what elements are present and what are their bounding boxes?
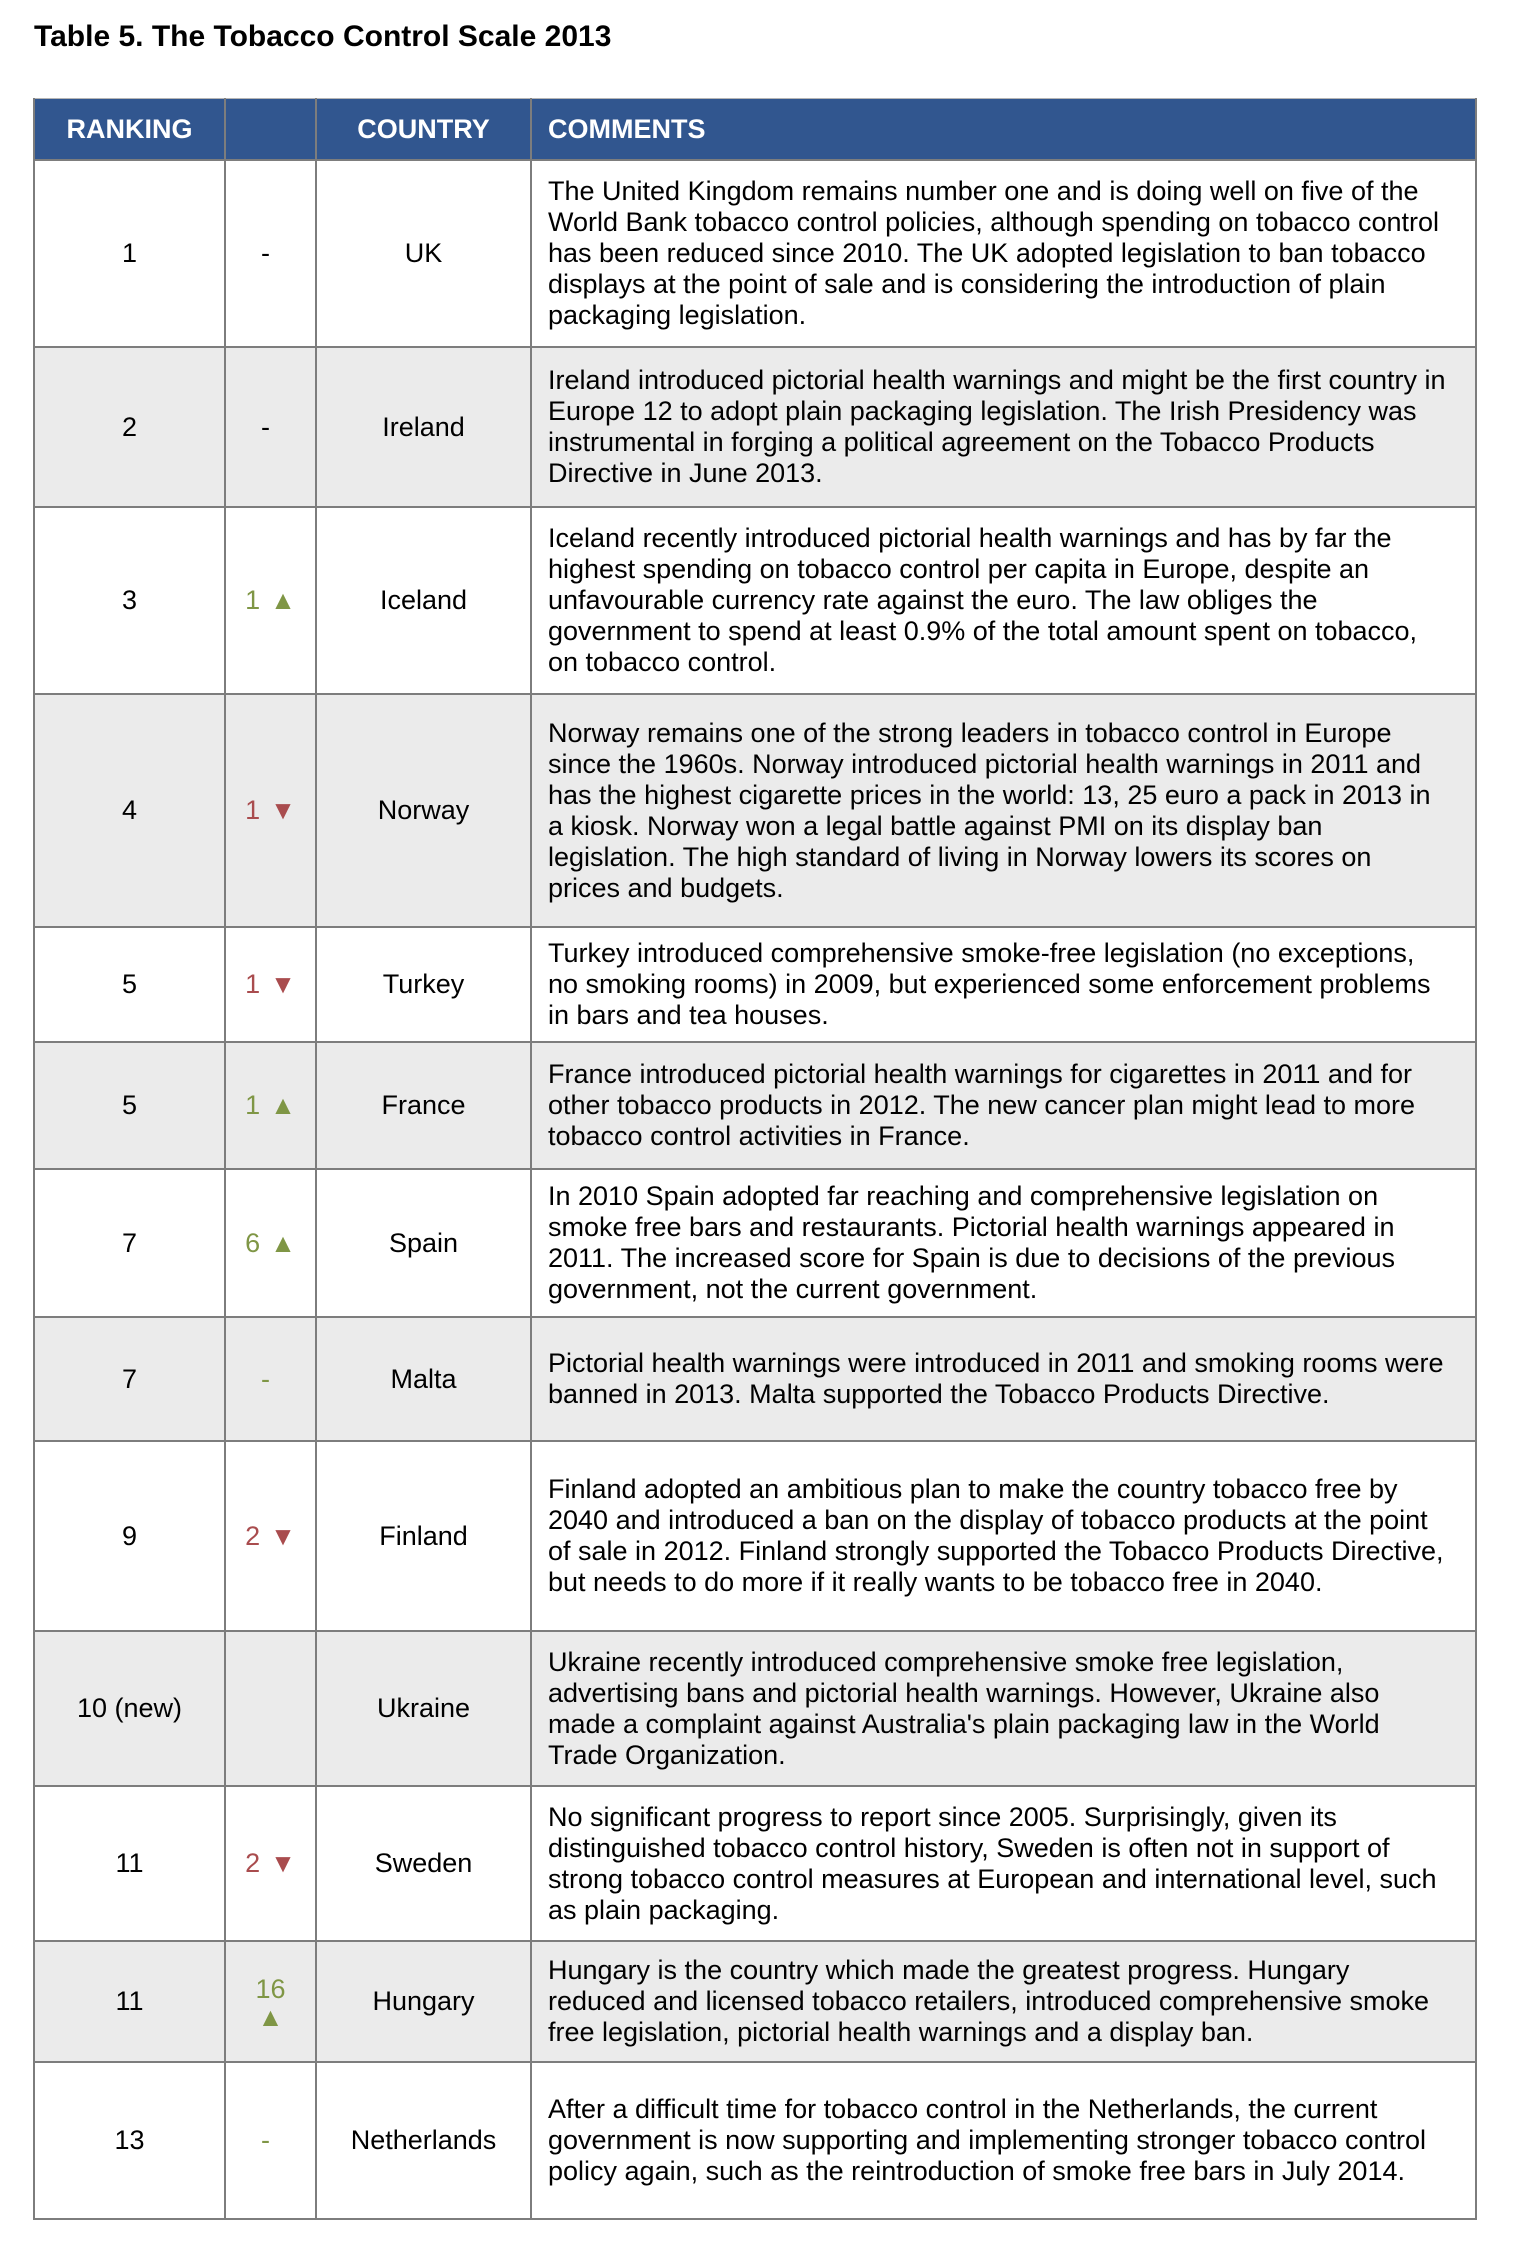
change-cell — [225, 927, 316, 1042]
comment-cell: Norway remains one of the strong leaders in tobacco control in Europe since the 1960s. Norway introduced pictorial health warnings in 2011 and has the highest cigarette prices in the world: 13, 25 euro a pack in 2013 in a kiosk. Norway won a legal battle against PMI on its display ban legislation. The high standard of living in Norway lowers its scores on prices and budgets. — [531, 694, 1476, 927]
change-cell — [225, 694, 316, 927]
table-row — [34, 1941, 1476, 2062]
table-body — [34, 160, 1476, 2219]
change-value: 1 — [245, 795, 261, 825]
ranking-cell: 11 — [34, 1786, 225, 1941]
country-cell: Malta — [316, 1317, 531, 1441]
table-row — [34, 160, 1476, 347]
country-cell: Sweden — [316, 1786, 531, 1941]
table-row — [34, 1786, 1476, 1941]
comment-cell: Pictorial health warnings were introduced in 2011 and smoking rooms were banned in 2013. Malta supported the Tobacco Products Directive. — [531, 1317, 1476, 1441]
country-cell: Hungary — [316, 1941, 531, 2062]
ranking-cell: 11 — [34, 1941, 225, 2062]
table-row — [34, 347, 1476, 507]
ranking-cell: 10 (new) — [34, 1631, 225, 1786]
country-cell: Spain — [316, 1169, 531, 1317]
ranking-cell: 1 — [34, 160, 225, 347]
comment-cell: No significant progress to report since 2005. Surprisingly, given its distinguished tobacco control history, Sweden is often not in support of strong tobacco control measures at European and international level, such as plain packaging. — [531, 1786, 1476, 1941]
change-cell — [225, 1042, 316, 1169]
ranking-cell: 2 — [34, 347, 225, 507]
change-value: - — [261, 2125, 270, 2155]
table-row — [34, 2062, 1476, 2219]
change-value: 2 — [245, 1848, 261, 1878]
header-country: COUNTRY — [316, 99, 531, 161]
table-row — [34, 507, 1476, 694]
ranking-cell: 4 — [34, 694, 225, 927]
table-row — [34, 1441, 1476, 1631]
country-cell: UK — [316, 160, 531, 347]
down-triangle-icon: ▼ — [270, 1520, 296, 1551]
table-row — [34, 1317, 1476, 1441]
ranking-cell: 7 — [34, 1169, 225, 1317]
up-triangle-icon: ▲ — [270, 585, 296, 615]
change-value: - — [261, 238, 270, 268]
table-row — [34, 694, 1476, 927]
change-cell — [225, 160, 316, 347]
change-value: - — [261, 1363, 270, 1394]
ranking-cell: 9 — [34, 1441, 225, 1631]
country-cell: Norway — [316, 694, 531, 927]
down-triangle-icon: ▼ — [270, 1848, 296, 1878]
country-cell: Ukraine — [316, 1631, 531, 1786]
change-value: 2 — [245, 1520, 261, 1551]
tobacco-control-scale-table — [33, 98, 1477, 2220]
ranking-cell: 13 — [34, 2062, 225, 2219]
up-triangle-icon: ▲ — [270, 1227, 296, 1258]
change-cell — [225, 1631, 316, 1786]
comment-cell: After a difficult time for tobacco control in the Netherlands, the current government is now supporting and implementing stronger tobacco control policy again, such as the reintroduction of smoke free bars in July 2014. — [531, 2062, 1476, 2219]
country-cell: France — [316, 1042, 531, 1169]
country-cell: Iceland — [316, 507, 531, 694]
table-title: Table 5. The Tobacco Control Scale 2013 — [34, 20, 612, 53]
down-triangle-icon: ▼ — [270, 969, 296, 999]
comment-cell: In 2010 Spain adopted far reaching and comprehensive legislation on smoke free bars and restaurants. Pictorial health warnings appeared in 2011. The increased score for Spain is due to decisions of the previous government, not the current government. — [531, 1169, 1476, 1317]
header-comments: COMMENTS — [531, 99, 1476, 161]
change-value: 16 — [255, 1973, 286, 2004]
change-cell — [225, 1441, 316, 1631]
ranking-cell: 3 — [34, 507, 225, 694]
comment-cell: Finland adopted an ambitious plan to make the country tobacco free by 2040 and introduced a ban on the display of tobacco products at the point of sale in 2012. Finland strongly supported the Tobacco Products Directive, but needs to do more if it really wants to be tobacco free in 2040. — [531, 1441, 1476, 1631]
change-cell — [225, 1169, 316, 1317]
change-cell — [225, 347, 316, 507]
up-triangle-icon: ▲ — [270, 1090, 296, 1120]
ranking-cell: 5 — [34, 927, 225, 1042]
change-value: 1 — [245, 1090, 261, 1120]
table-row — [34, 927, 1476, 1042]
change-value: 1 — [245, 585, 261, 615]
comment-cell: France introduced pictorial health warnings for cigarettes in 2011 and for other tobacco products in 2012. The new cancer plan might lead to more tobacco control activities in France. — [531, 1042, 1476, 1169]
change-cell — [225, 1317, 316, 1441]
header-change — [225, 99, 316, 161]
comment-cell: Turkey introduced comprehensive smoke-free legislation (no exceptions, no smoking rooms) in 2009, but experienced some enforcement problems in bars and tea houses. — [531, 927, 1476, 1042]
change-value: 1 — [245, 969, 261, 999]
change-cell — [225, 507, 316, 694]
comment-cell: Hungary is the country which made the greatest progress. Hungary reduced and licensed tobacco retailers, introduced comprehensive smoke free legislation, pictorial health warnings and a display ban. — [531, 1941, 1476, 2062]
comment-cell: Iceland recently introduced pictorial health warnings and has by far the highest spending on tobacco control per capita in Europe, despite an unfavourable currency rate against the euro. The law obliges the government to spend at least 0.9% of the total amount spent on tobacco, on tobacco control. — [531, 507, 1476, 694]
country-cell: Finland — [316, 1441, 531, 1631]
change-value: 6 — [245, 1227, 261, 1258]
up-triangle-icon: ▲ — [257, 2001, 284, 2032]
country-cell: Ireland — [316, 347, 531, 507]
header-row — [34, 99, 1476, 161]
header-ranking: RANKING — [34, 99, 225, 161]
change-value: - — [261, 411, 270, 442]
comment-cell: Ukraine recently introduced comprehensive smoke free legislation, advertising bans and pictorial health warnings. However, Ukraine also made a complaint against Australia's plain packaging law in the World Trade Organization. — [531, 1631, 1476, 1786]
table-row — [34, 1631, 1476, 1786]
ranking-cell: 7 — [34, 1317, 225, 1441]
change-cell — [225, 1941, 316, 2062]
table-row — [34, 1169, 1476, 1317]
change-cell — [225, 2062, 316, 2219]
country-cell: Netherlands — [316, 2062, 531, 2219]
table-row — [34, 1042, 1476, 1169]
ranking-cell: 5 — [34, 1042, 225, 1169]
comment-cell: The United Kingdom remains number one and is doing well on five of the World Bank tobacco control policies, although spending on tobacco control has been reduced since 2010. The UK adopted legislation to ban tobacco displays at the point of sale and is considering the introduction of plain packaging legislation. — [531, 160, 1476, 347]
change-cell — [225, 1786, 316, 1941]
comment-cell: Ireland introduced pictorial health warnings and might be the first country in Europe 12 to adopt plain packaging legislation. The Irish Presidency was instrumental in forging a political agreement on the Tobacco Products Directive in June 2013. — [531, 347, 1476, 507]
country-cell: Turkey — [316, 927, 531, 1042]
down-triangle-icon: ▼ — [270, 795, 296, 825]
